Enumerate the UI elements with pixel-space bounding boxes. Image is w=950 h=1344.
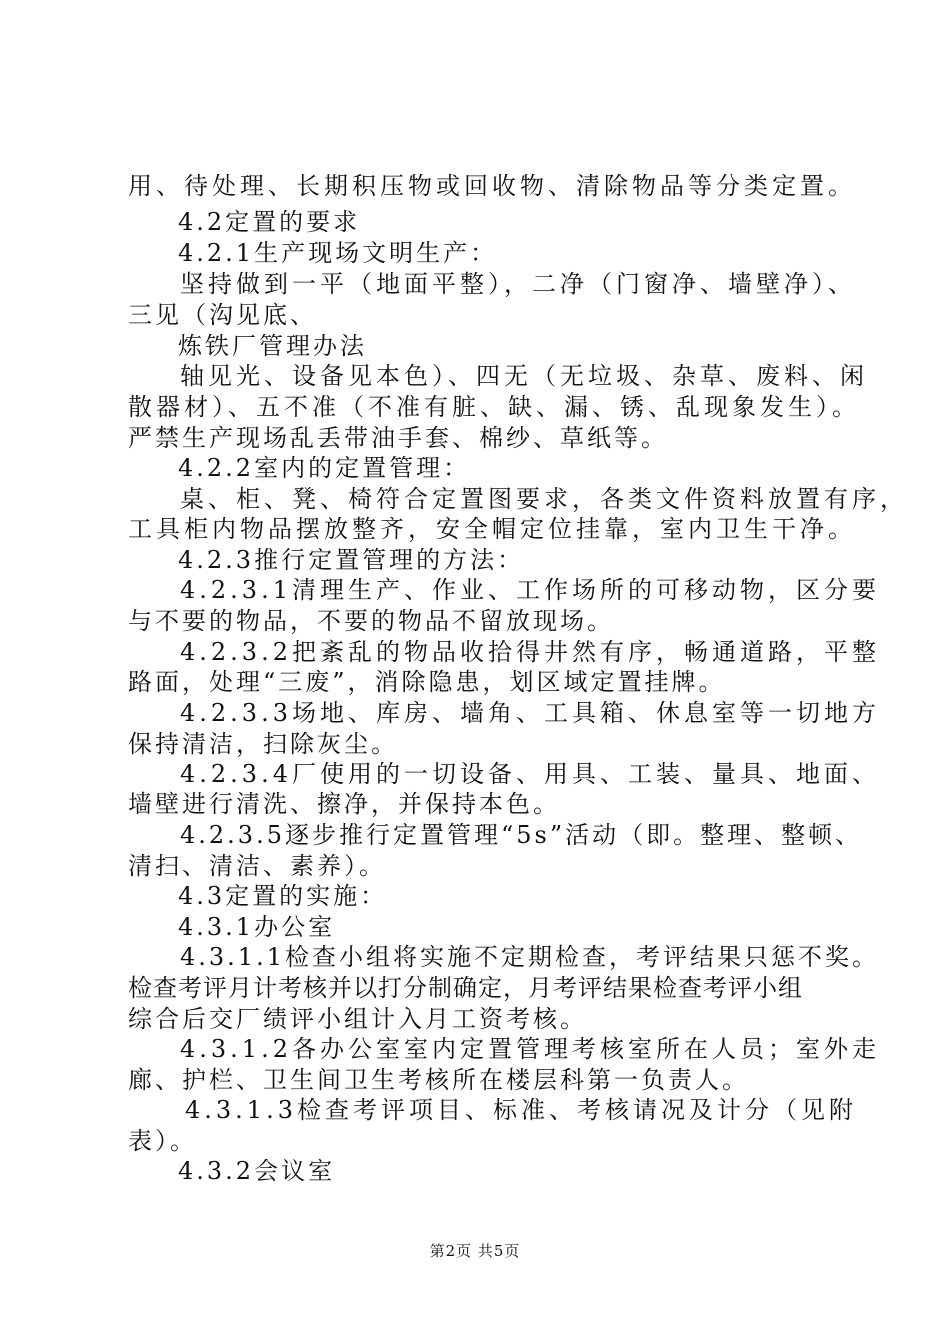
- text-line: 三见（沟见底、: [128, 301, 317, 329]
- text-line: 4.2.3.1清理生产、作业、工作场所的可移动物，区分要: [180, 576, 880, 604]
- text-line: 4.2.3.4厂使用的一切设备、用具、工装、量具、地面、: [180, 760, 880, 788]
- text-line: 4.2.3.3场地、库房、墙角、工具箱、休息室等一切地方: [180, 699, 880, 727]
- text-line: 路面，处理“三废”，消除隐患，划区域定置挂牌。: [128, 668, 726, 696]
- page-footer: 第2页 共5页: [429, 1242, 521, 1260]
- section-heading: 4.3.1办公室: [178, 913, 336, 941]
- text-line: 4.3.1.1检查小组将实施不定期检查，考评结果只惩不奖。: [180, 943, 879, 971]
- text-line: 与不要的物品，不要的物品不留放现场。: [128, 607, 614, 635]
- text-line: 综合后交厂绩评小组计入月工资考核。: [128, 1005, 587, 1033]
- text-line: 廊、护栏、卫生间卫生考核所在楼层科第一负责人。: [128, 1066, 749, 1094]
- header-note: 炼铁厂管理办法: [178, 332, 367, 360]
- section-heading: 4.2.1生产现场文明生产：: [178, 239, 498, 267]
- text-line: 用、待处理、长期积压物或回收物、清除物品等分类定置。: [128, 172, 856, 200]
- text-line: 4.2.3.2把紊乱的物品收拾得井然有序，畅通道路，平整: [180, 638, 880, 666]
- text-line: 工具柜内物品摆放整齐，安全帽定位挂靠，室内卫生干净。: [128, 515, 856, 543]
- section-heading: 4.3定置的实施：: [178, 882, 388, 910]
- text-line: 轴见光、设备见本色）、四无（无垃圾、杂草、废料、闲: [180, 362, 868, 390]
- text-line: 清扫、清洁、素养）。: [128, 852, 386, 880]
- text-line: 散器材）、五不准（不准有脏、缺、漏、锈、乱现象发生）。: [128, 393, 860, 421]
- section-heading: 4.3.2会议室: [178, 1157, 336, 1185]
- text-line: 桌、柜、凳、椅符合定置图要求，各类文件资料放置有序，: [180, 485, 908, 513]
- text-line: 4.2.3.5逐步推行定置管理“5s”活动（即。整理、整顿、: [180, 821, 863, 849]
- text-line: 严禁生产现场乱丢带油手套、棉纱、草纸等。: [128, 424, 668, 452]
- text-line: 4.3.1.3检查考评项目、标准、考核请况及计分（见附: [185, 1096, 857, 1124]
- text-line: 4.3.1.2各办公室室内定置管理考核室所在人员；室外走: [180, 1035, 880, 1063]
- text-line: 保持清洁，扫除灰尘。: [128, 730, 398, 758]
- section-heading: 4.2定置的要求: [178, 208, 361, 236]
- section-heading: 4.2.2室内的定置管理：: [178, 454, 471, 482]
- section-heading: 4.2.3推行定置管理的方法：: [178, 546, 525, 574]
- text-line: 表）。: [128, 1127, 197, 1155]
- text-line: 坚持做到一平（地面平整），二净（门窗净、墙壁净）、: [180, 270, 856, 298]
- text-line: 墙壁进行清洗、擦净，并保持本色。: [128, 790, 560, 818]
- text-line: 检查考评月计考核并以打分制确定，月考评结果检查考评小组: [128, 974, 803, 1002]
